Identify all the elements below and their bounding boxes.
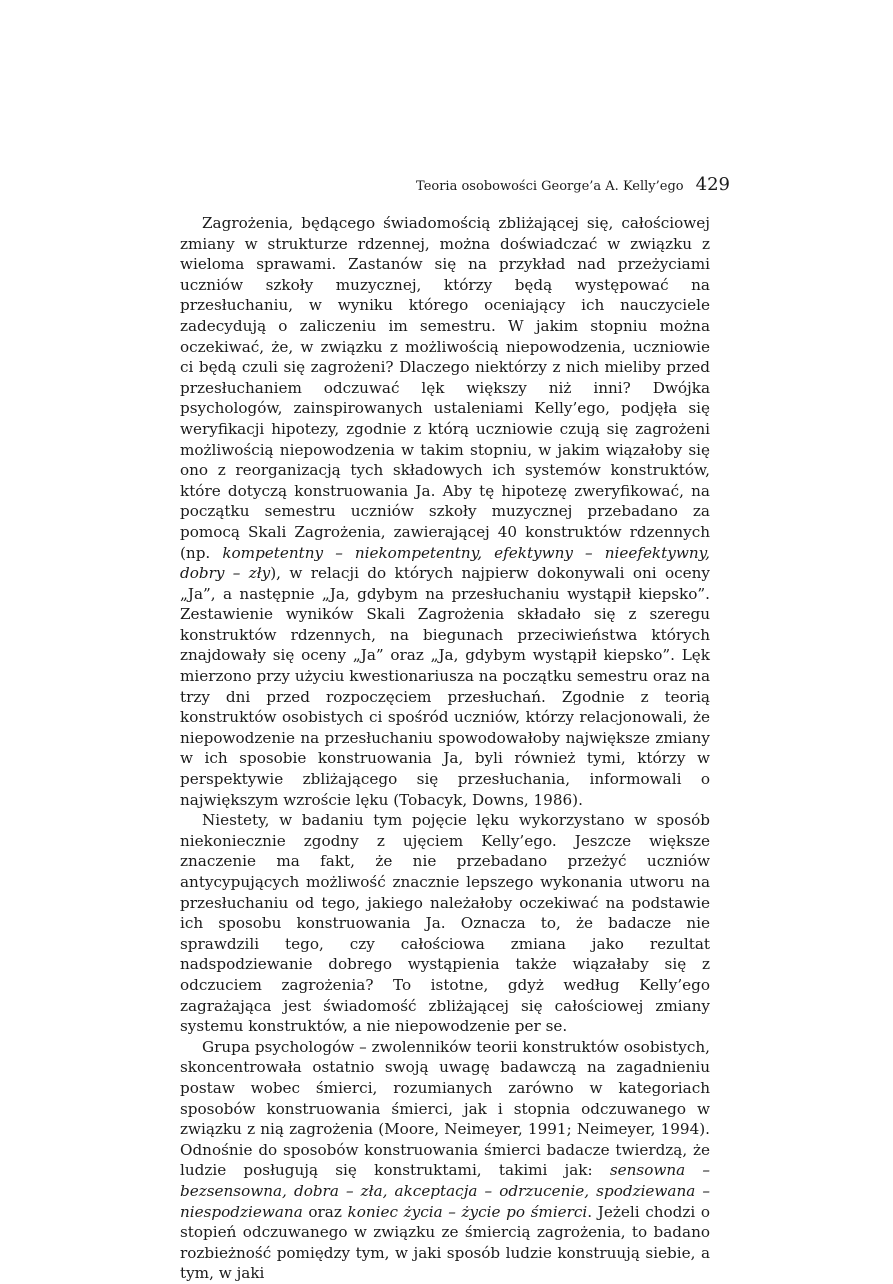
running-head (180, 174, 730, 198)
paragraph-2 (180, 810, 710, 1037)
paragraph-3 (180, 1037, 710, 1284)
running-title: Teoria osobowości George’a A. Kelly’ego (416, 179, 684, 194)
paragraph-1 (180, 213, 710, 810)
paragraph-1-italic-constructs: kompetentny – niekompetentny, efektywny – nieefektywny, dobry – zły (180, 543, 710, 583)
paragraph-3-text-c: . Jeżeli chodzi o stopień odczuwanego w związku ze śmiercią zagrożenia, to badano rozbieżność pomiędzy tym, w jaki sposób ludzie konstruują siebie, a tym, w jaki (180, 1202, 710, 1283)
paragraph-2-text: Niestety, w badaniu tym pojęcie lęku wykorzystano w sposób niekoniecznie zgodny z ujęciem Kelly’ego. Jeszcze większe znaczenie ma fakt, że nie przebadano przeżyć uczniów antycypujących możliwość znacznie lepszego wykonania utworu na przesłuchaniu od tego, jakiego należałoby oczekiwać na podstawie ich sposobu konstruowania Ja. Oznacza to, że badacze nie sprawdzili tego, czy całościowa zmiana jako rezultat nadspodziewanie dobrego wystąpienia także wiązałaby się z odczuciem zagrożenia? To istotne, gdyż według Kelly’ego zagrażająca jest świadomość zbliżającej się całościowej zmiany systemu konstruktów, a nie niepowodzenie per se. (180, 811, 710, 1036)
paragraph-1-text-b: ), w relacji do których najpierw dokonywali oni oceny „Ja”, a następnie „Ja, gdybym na przesłuchaniu wystąpił kiepsko”. Zestawienie wyników Skali Zagrożenia składało się z szeregu konstruktów rdzennych, na biegunach przeciwieństwa których znajdowały się oceny „Ja” oraz „Ja, gdybym wystąpił kiepsko”. Lęk mierzono przy użyciu kwestionariusza na początku semestru oraz na trzy dni przed rozpoczęciem przesłuchań. Zgodnie z teorią konstruktów osobistych ci spośród uczniów, którzy relacjonowali, że niepowodzenie na przesłuchaniu spowodowałoby największe zmiany w ich sposobie konstruowania Ja, byli również tymi, którzy w perspektywie zbliżającego się przesłuchania, informowali o największym wzroście lęku (Tobacyk, Downs, 1986). (180, 564, 711, 809)
paragraph-3-italic-end-of-life: koniec życia – życie po śmierci (347, 1202, 588, 1221)
paragraph-3-text-b: oraz (302, 1202, 348, 1221)
paragraph-1-text-a: Zagrożenia, będącego świadomością zbliżającej się, całościowej zmiany w strukturze rdzennej, można doświadczać w związku z wieloma sprawami. Zastanów się na przykład nad przeżyciami uczniów szkoły muzycznej, którzy będą występować na przesłuchaniu, w wyniku którego oceniający ich nauczyciele zadecydują o zaliczeniu im semestru. W jakim stopniu można oczekiwać, że, w związku z możliwością niepowodzenia, uczniowie ci będą czuli się zagrożeni? Dlaczego niektórzy z nich mieliby przed przesłuchaniem odczuwać lęk większy niż inni? Dwójka psychologów, zainspirowanych ustaleniami Kelly’ego, podjęła się weryfikacji hipotezy, zgodnie z którą uczniowie czują się zagrożeni możliwością niepowodzenia w takim stopniu, w jakim wiązałoby się ono z reorganizacją tych składowych ich systemów konstruktów, które dotyczą konstruowania Ja. Aby tę hipotezę zweryfikować, na początku semestru uczniów szkoły muzycznej przebadano za pomocą Skali Zagrożenia, zawierającej 40 konstruktów rdzennych (np. (180, 214, 710, 562)
page-number: 429 (695, 174, 730, 195)
paragraph-3-italic-constructs: sensowna – bezsensowna, dobra – zła, akceptacja – odrzucenie, spodziewana – niespodziewana (180, 1161, 710, 1221)
paragraph-3-text-a: Grupa psychologów – zwolenników teorii konstruktów osobistych, skoncentrowała ostatnio swoją uwagę badawczą na zagadnieniu postaw wobec śmierci, rozumianych zarówno w kategoriach sposobów konstruowania śmierci, jak i stopnia odczuwanego w związku z nią zagrożenia (Moore, Neimeyer, 1991; Neimeyer, 1994). Odnośnie do sposobów konstruowania śmierci badacze twierdzą, że ludzie posługują się konstruktami, takimi jak: (180, 1037, 710, 1180)
body-text (180, 213, 710, 1284)
